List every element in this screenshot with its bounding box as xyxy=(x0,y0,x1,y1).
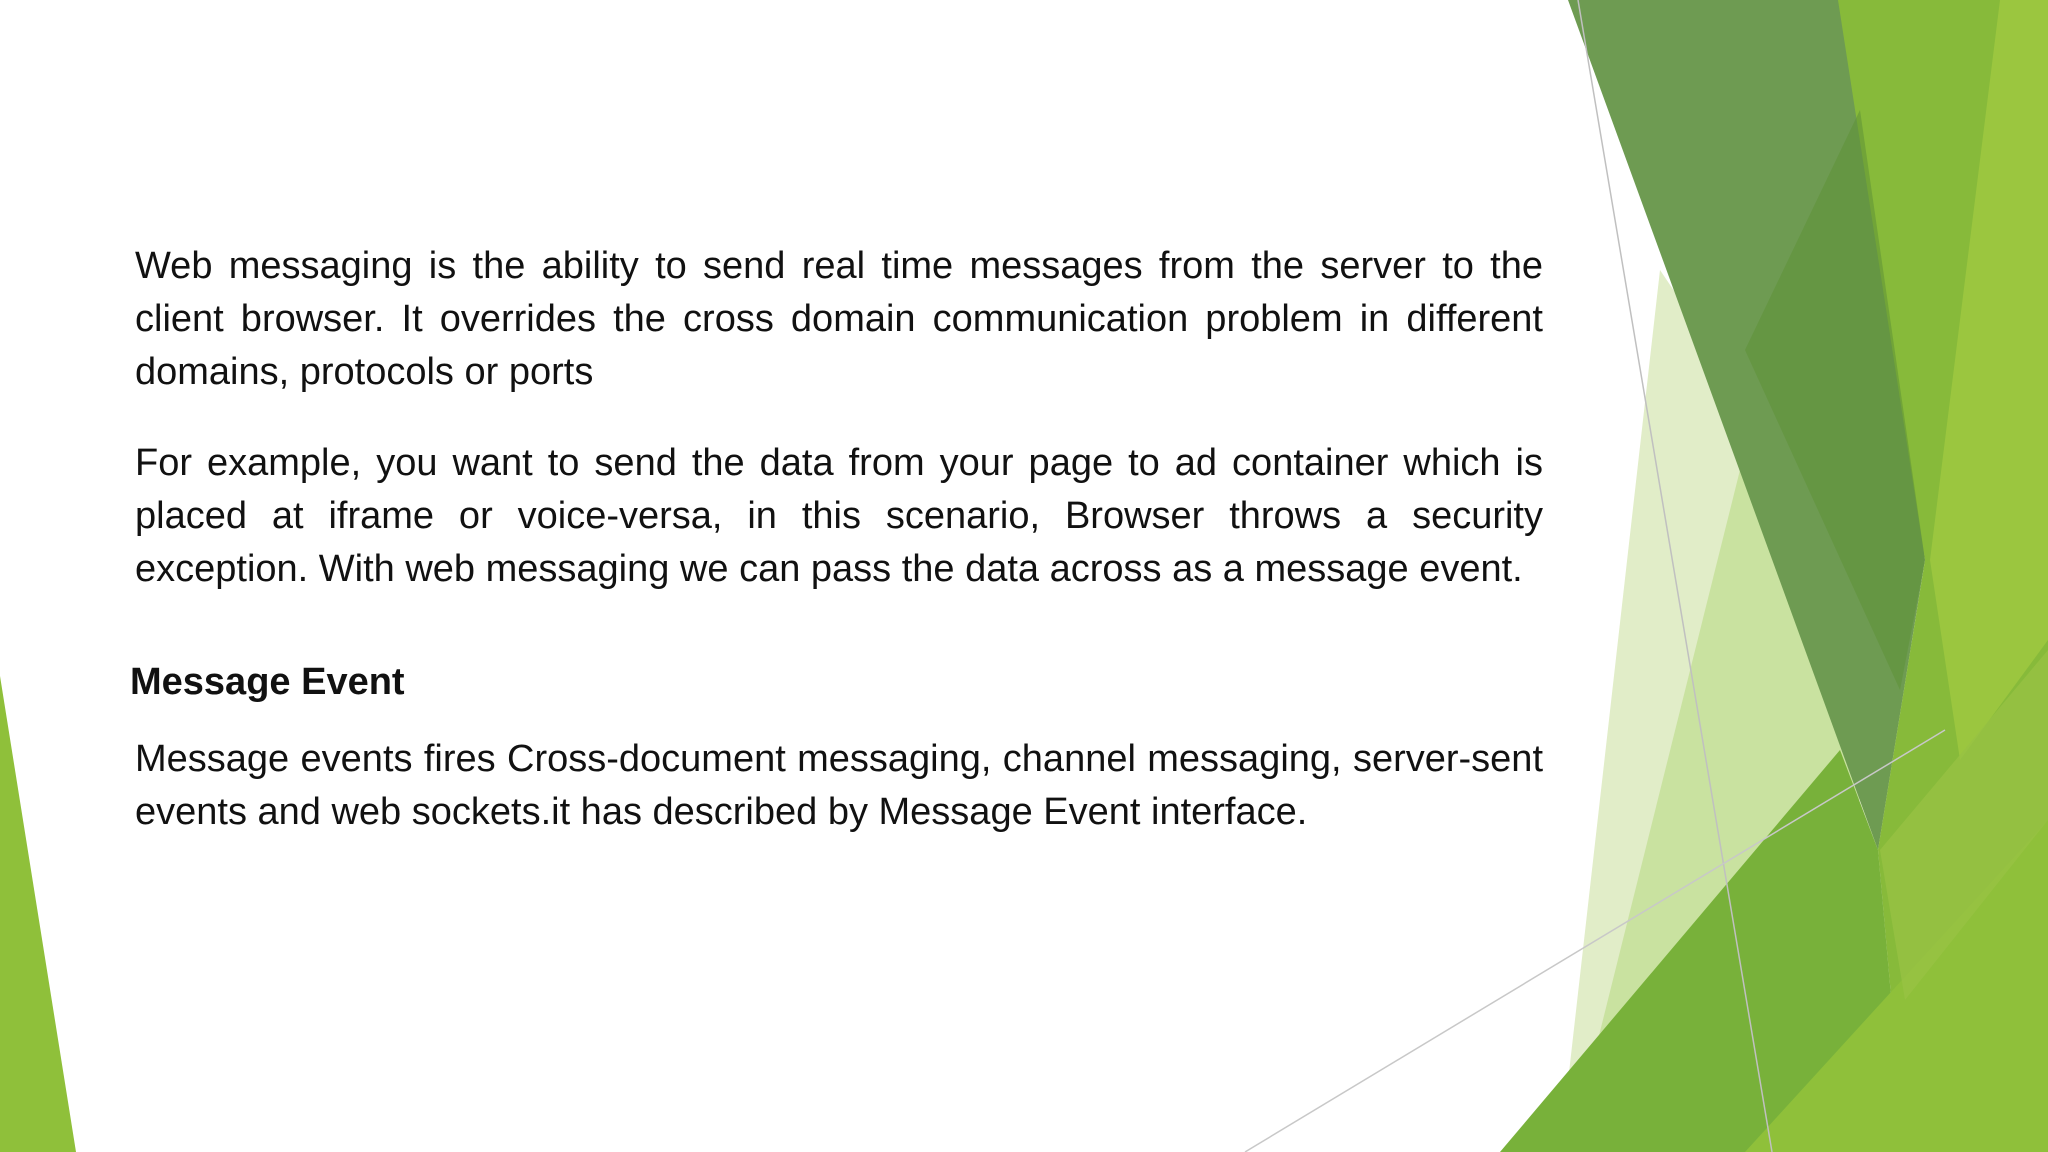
paragraph-message-events: Message events fires Cross-document messaging, channel messaging, server-sent events and web sockets.it has described by Message Event interface. xyxy=(135,738,1543,833)
left-green-triangle xyxy=(0,676,76,1152)
slide-body xyxy=(130,240,1543,839)
paragraph-example: For example, you want to send the data from your page to ad container which is placed at iframe or voice-versa, in this scenario, Browser throws a security exception. With web messaging we can pass the data across as a message event. xyxy=(135,442,1543,590)
paragraph-web-messaging: Web messaging is the ability to send real time messages from the server to the client browser. It overrides the cross domain communication problem in different domains, protocols or ports xyxy=(135,245,1543,393)
section-heading-message-event: Message Event xyxy=(130,661,405,703)
